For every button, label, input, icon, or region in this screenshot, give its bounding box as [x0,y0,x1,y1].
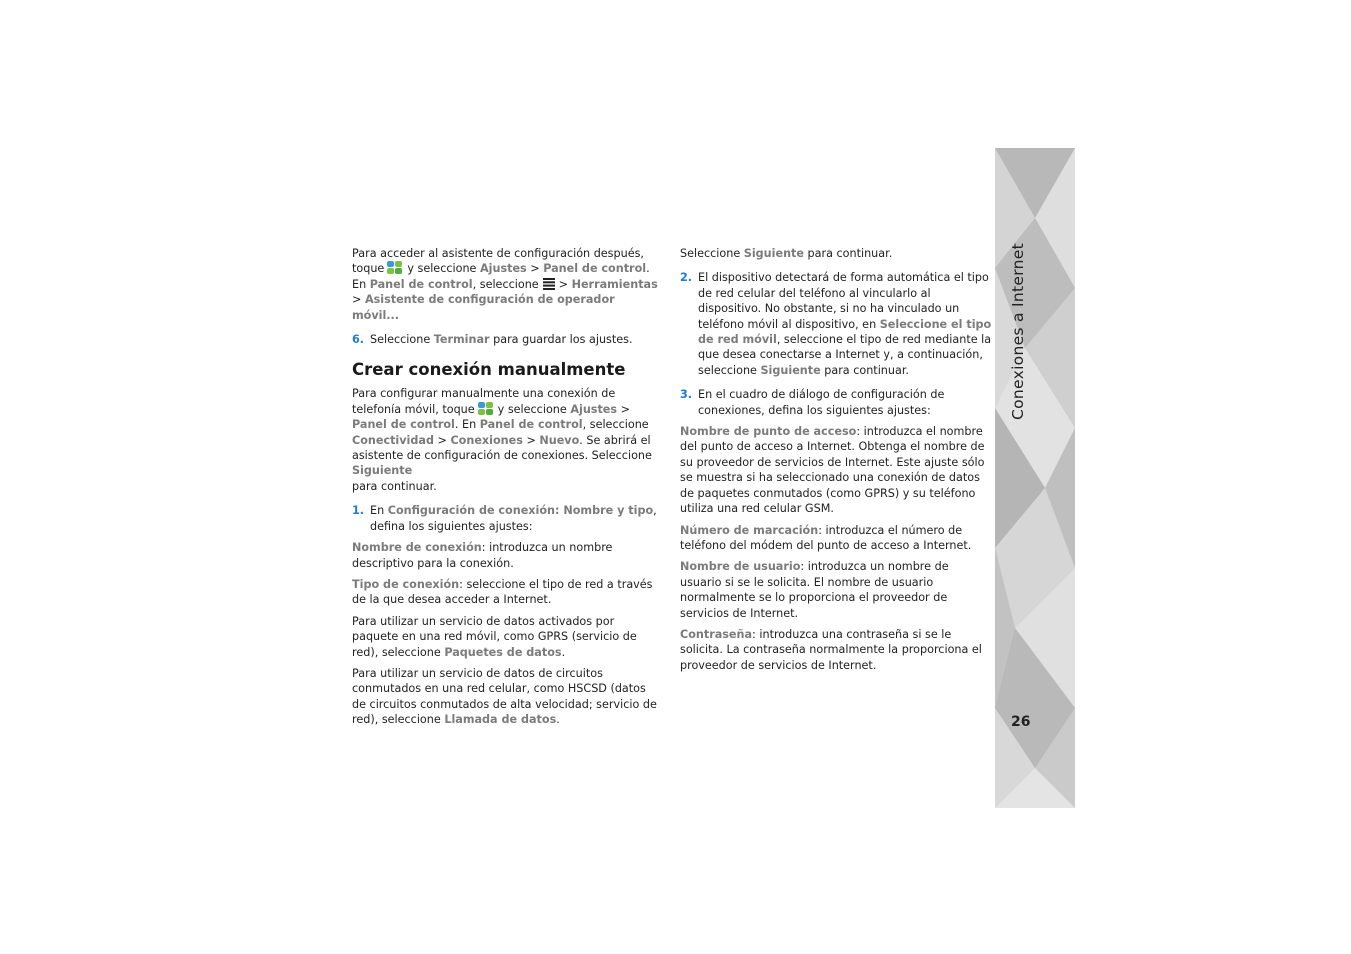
step-number: 3. [680,388,693,402]
step-6: 6. Seleccione Terminar para guardar los ajustes. [352,333,633,347]
access-point-setting: Nombre de punto de acceso: introduzca el nombre del punto de acceso a Internet. Obtenga el nombre de su proveedor de servicios de Internet. Este ajuste sólo se muestra si ha seleccionado una conexión de datos de paquetes conmutados (como GPRS) y su teléfono utiliza una red celular GSM. [680,425,985,516]
sidebar-pattern [995,148,1075,808]
packet-data-paragraph: Para utilizar un servicio de datos activados por paquete en una red móvil, como GPRS (servicio de red), seleccione Paquetes de datos. [352,614,637,659]
dial-number-setting: Número de marcación: introduzca el número de teléfono del módem del punto de acceso a Internet. [680,523,972,552]
left-column [352,246,662,728]
step-number: 1. [352,504,365,518]
step-3: 3. En el cuadro de diálogo de configuración de conexiones, defina los siguientes ajustes: [680,388,945,417]
connection-type-setting: Tipo de conexión: seleccione el tipo de red a través de la que desea acceder a Internet. [352,577,653,607]
manual-setup-paragraph: Para configurar manualmente una conexión de telefonía móvil, toque y seleccione Ajustes > Panel de control. En Panel de control, seleccione Conectividad > Conexiones > Nuevo. Se abrirá el asistente de configuración de conexiones. Seleccione Siguiente para continuar. [352,387,652,493]
password-setting: Contraseña: introduzca una contraseña si se le solicita. La contraseña normalmente la proporciona el proveedor de servicios de Internet. [680,627,982,672]
sidebar-tab [995,148,1075,808]
username-setting: Nombre de usuario: introduzca un nombre de usuario si se le solicita. El nombre de usuario normalmente se lo proporciona el proveedor de servicios de Internet. [680,560,949,620]
step-2: 2. El dispositivo detectará de forma automática el tipo de red celular del teléfono al vincularlo al dispositivo. No obstante, si no ha vinculado un teléfono móvil al dispositivo, en Seleccione el tipo de red móvil, seleccione el tipo de red mediante la que desea conectarse a Internet y, a continuación, seleccione Siguiente para continuar. [680,271,992,377]
wizard-access-paragraph: Para acceder al asistente de configuración después, toque y seleccione Ajustes > Panel de control. En Panel de control, seleccione > Herramientas > Asistente de configuración de operador móvil... [352,247,658,322]
connection-name-setting: Nombre de conexión: introduzca un nombre descriptivo para la conexión. [352,541,613,570]
step-number: 2. [680,271,693,285]
section-heading: Crear conexión manualmente [352,360,626,380]
menu-icon [543,278,555,290]
step-number: 6. [352,333,365,347]
page-number: 26 [1011,714,1031,730]
data-call-paragraph: Para utilizar un servicio de datos de circuitos conmutados en una red celular, como HSCSD (datos de circuitos conmutados de alta velocidad; servicio de red), seleccione Llamada de datos. [352,666,657,727]
apps-grid-icon [387,261,404,275]
section-title [1009,394,1027,420]
apps-grid-icon [478,402,495,416]
continue-paragraph: Seleccione Siguiente para continuar. [680,247,893,260]
right-column [680,246,992,673]
step-1: 1. En Configuración de conexión: Nombre y tipo, defina los siguientes ajustes: [352,504,657,533]
